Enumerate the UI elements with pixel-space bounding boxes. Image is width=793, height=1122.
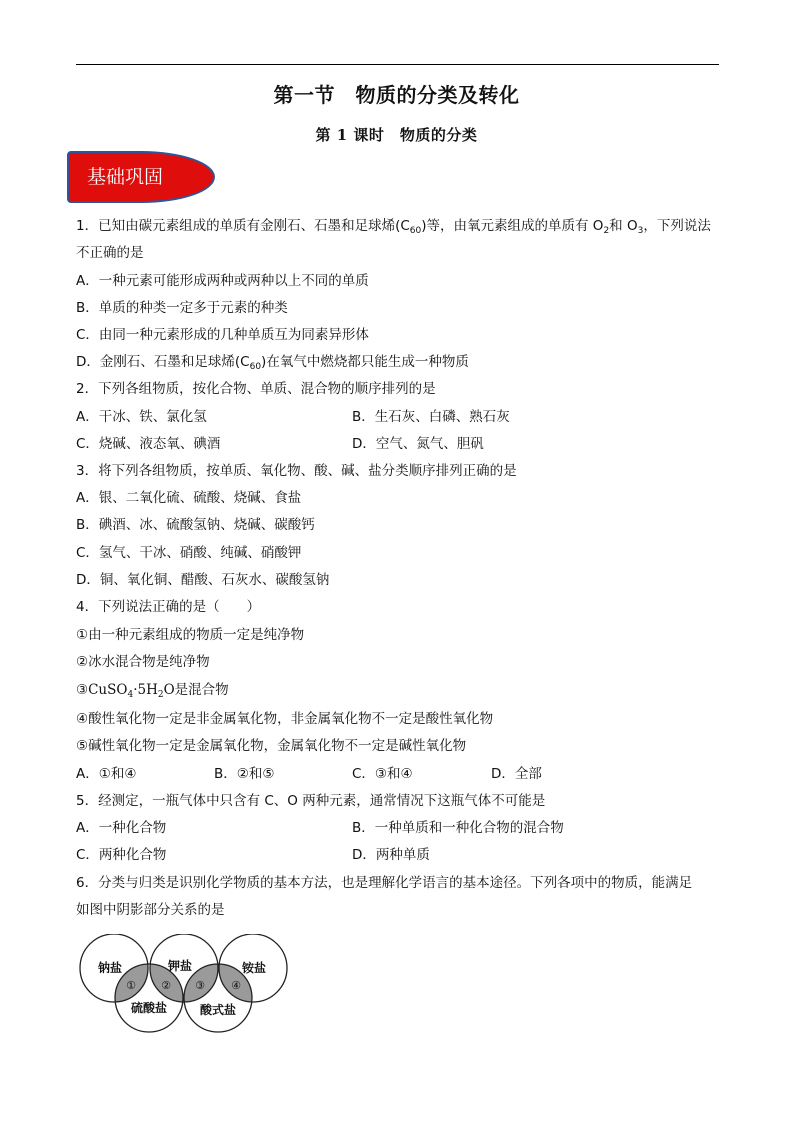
q4-statement-1: ①由一种元素组成的物质一定是纯净物: [76, 627, 305, 643]
label-ammonium-salt: 铵盐: [241, 961, 267, 975]
salt-venn-diagram: [76, 934, 291, 1034]
q1-option-d: D．金刚石、石墨和足球烯$(C_{60})$在氧气中燃烧都只能生成一种物质: [76, 354, 469, 372]
q4-option-b: B．②和⑤: [214, 766, 275, 782]
q2-option-c: C．烧碱、液态氧、碘酒: [76, 436, 221, 452]
q5-option-d: D．两种单质: [352, 847, 430, 863]
q1-option-b: B．单质的种类一定多于元素的种类: [76, 300, 288, 316]
q4-option-d: D．全部: [491, 766, 542, 782]
q4-statement-2: ②冰水混合物是纯净物: [76, 654, 210, 670]
q3-option-a: A．银、二氧化硫、硫酸、烧碱、食盐: [76, 490, 302, 506]
q6-stem-line2: 如图中阴影部分关系的是: [76, 902, 225, 918]
section-title: 第一节 物质的分类及转化: [273, 83, 520, 107]
q3-option-d: D．铜、氧化铜、醋酸、石灰水、碳酸氢钠: [76, 572, 330, 588]
q4-statement-4: ④酸性氧化物一定是非金属氧化物，非金属氧化物不一定是酸性氧化物: [76, 711, 494, 727]
label-acid-salt: 酸式盐: [199, 1003, 237, 1017]
region-3-label: ③: [195, 979, 205, 992]
q2-option-b: B．生石灰、白磷、熟石灰: [352, 409, 510, 425]
q6-stem-line1: 6．分类与归类是识别化学物质的基本方法，也是理解化学语言的基本途径。下列各项中的物质，能满足: [76, 875, 693, 891]
q4-statement-5: ⑤碱性氧化物一定是金属氧化物，金属氧化物不一定是碱性氧化物: [76, 738, 467, 754]
q3-option-c: C．氢气、干冰、硝酸、纯碱、硝酸钾: [76, 545, 302, 561]
q5-option-c: C．两种化合物: [76, 847, 167, 863]
region-2-label: ②: [161, 979, 171, 992]
label-sulfate: 硫酸盐: [130, 1001, 168, 1015]
q4-statement-3: $③CuSO_4\cdot 5H_2O$是混合物: [76, 682, 229, 700]
q5-option-b: B．一种单质和一种化合物的混合物: [352, 820, 564, 836]
q1-stem-line2: 不正确的是: [76, 245, 144, 261]
q2-stem: 2．下列各组物质，按化合物、单质、混合物的顺序排列的是: [76, 381, 436, 397]
lesson-title: 第 1 课时 物质的分类: [315, 126, 478, 144]
q3-option-b: B．碘酒、冰、硫酸氢钠、烧碱、碳酸钙: [76, 517, 315, 533]
q5-option-a: A．一种化合物: [76, 820, 167, 836]
q2-option-a: A．干冰、铁、氯化氢: [76, 409, 207, 425]
q5-stem: 5．经测定，一瓶气体中只含有 C、O 两种元素，通常情况下这瓶气体不可能是: [76, 793, 546, 809]
label-potassium-salt: 钾盐: [167, 959, 193, 973]
q4-option-c: C．③和④: [352, 766, 413, 782]
basic-practice-banner: 基础巩固: [67, 151, 215, 203]
q1-option-c: C．由同一种元素形成的几种单质互为同素异形体: [76, 327, 369, 343]
q1-stem: 1．已知由碳元素组成的单质有金刚石、石墨和足球烯$(C_{60})$等，由氧元素组成的单质有 $O_2$和 $O_3$，下列说法: [76, 218, 711, 236]
region-4-label: ④: [231, 979, 241, 992]
q1-option-a: A．一种元素可能形成两种或两种以上不同的单质: [76, 273, 369, 289]
q2-option-d: D．空气、氮气、胆矾: [352, 436, 484, 452]
region-1-label: ①: [126, 979, 136, 992]
label-sodium-salt: 钠盐: [97, 961, 123, 975]
q4-stem: 4．下列说法正确的是（ ）: [76, 599, 261, 615]
q3-stem: 3．将下列各组物质，按单质、氧化物、酸、碱、盐分类顺序排列正确的是: [76, 463, 517, 479]
header-rule: [76, 64, 719, 65]
q4-option-a: A．①和④: [76, 766, 137, 782]
